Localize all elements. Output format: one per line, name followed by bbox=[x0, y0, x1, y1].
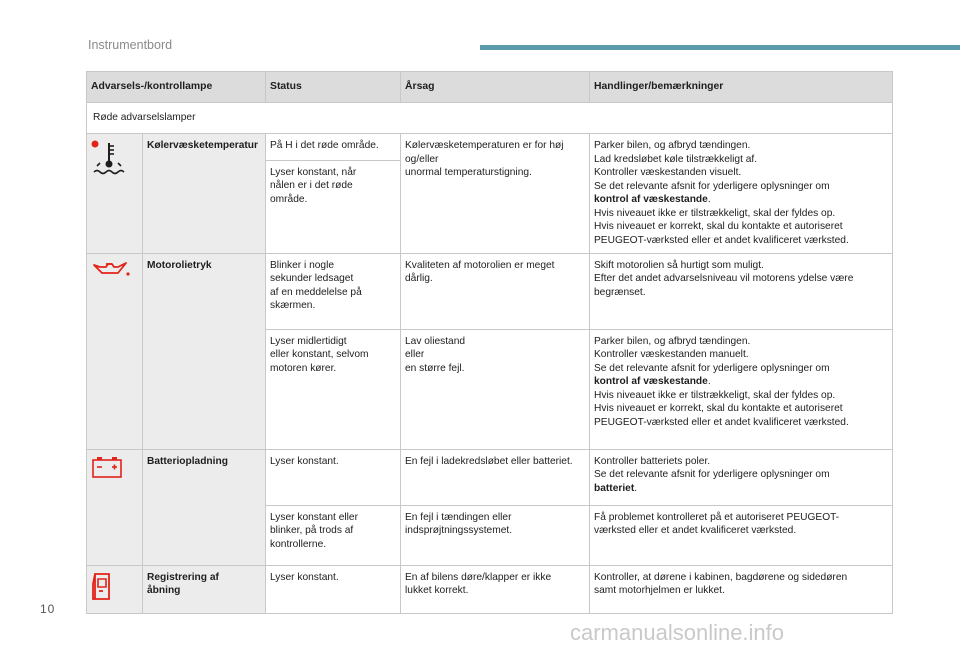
cause-text: En fejl i tændingen eller bbox=[405, 511, 512, 523]
table-header-row bbox=[87, 72, 893, 103]
action-text: Hvis niveauet ikke er tilstrækkeligt, skal der fyldes op. bbox=[594, 389, 836, 401]
lamp-name: Motorolietryk bbox=[143, 253, 266, 449]
action-text: Parker bilen, og afbryd tændingen. bbox=[594, 140, 751, 151]
lamp-name-line: Registrering af bbox=[147, 571, 219, 583]
coolant-temperature-icon bbox=[91, 139, 127, 179]
icon-cell bbox=[87, 449, 143, 565]
status-text: eller konstant, selvom bbox=[270, 349, 369, 361]
status-text: sekunder ledsaget bbox=[270, 273, 354, 285]
action-text-emphasis bbox=[594, 482, 888, 496]
actions-cell bbox=[590, 565, 893, 613]
action-text: Se det relevante afsnit for yderligere oplysninger om bbox=[594, 180, 830, 192]
cause-cell bbox=[401, 565, 590, 613]
lamp-name-line: åbning bbox=[147, 585, 181, 597]
cause-cell bbox=[401, 449, 590, 505]
warning-lamps-table bbox=[86, 71, 893, 614]
status-text: af en meddelelse på bbox=[270, 286, 362, 298]
cause-text: lukket korrekt. bbox=[405, 585, 469, 597]
table-row bbox=[87, 565, 893, 613]
action-text: værksted eller et andet kvalificeret værksted. bbox=[594, 525, 797, 537]
action-text: Kontroller batteriets poler. bbox=[594, 455, 711, 467]
icon-cell bbox=[87, 565, 143, 613]
cause-cell bbox=[401, 253, 590, 329]
cause-cell bbox=[401, 134, 590, 254]
status-text: område. bbox=[270, 194, 308, 206]
column-header-lamp: Advarsels-/kontrollampe bbox=[87, 72, 266, 103]
icon-cell bbox=[87, 134, 143, 254]
action-emphasis: kontrol af væskestande bbox=[594, 376, 708, 388]
status-text: Lyser konstant. bbox=[270, 571, 339, 583]
column-header-status: Status bbox=[266, 72, 401, 103]
cause-text: indsprøjtningssystemet. bbox=[405, 525, 513, 537]
action-suffix: . bbox=[707, 376, 711, 388]
status-cell bbox=[266, 505, 401, 565]
door-open-icon bbox=[91, 571, 115, 601]
cause-cell bbox=[401, 329, 590, 449]
battery-icon bbox=[91, 455, 123, 479]
action-text: Hvis niveauet er korrekt, skal du kontakte et autoriseret bbox=[594, 221, 843, 233]
status-cell bbox=[266, 253, 401, 329]
status-cell bbox=[266, 134, 401, 161]
action-text: samt motorhjelmen er lukket. bbox=[594, 585, 725, 597]
action-text: Se det relevante afsnit for yderligere oplysninger om bbox=[594, 469, 830, 481]
status-text: Lyser konstant. bbox=[270, 455, 339, 467]
action-text: Kontroller væskestanden visuelt. bbox=[594, 167, 742, 179]
status-text: nålen er i det røde bbox=[270, 180, 353, 192]
action-text: Kontroller, at dørene i kabinen, bagdørene og sidedøren bbox=[594, 571, 848, 583]
status-text: blinker, på trods af bbox=[270, 525, 354, 537]
action-text-emphasis bbox=[594, 193, 888, 207]
status-text: skærmen. bbox=[270, 300, 316, 312]
status-text: På H i det røde område. bbox=[270, 140, 379, 151]
action-text: begrænset. bbox=[594, 286, 646, 298]
cause-text: Lav oliestand bbox=[405, 335, 466, 347]
action-text-emphasis bbox=[594, 375, 888, 389]
actions-cell bbox=[590, 449, 893, 505]
cause-text: Kvaliteten af motorolien er meget bbox=[405, 259, 555, 271]
header-accent-bar bbox=[480, 45, 960, 50]
status-cell bbox=[266, 565, 401, 613]
table-row bbox=[87, 253, 893, 329]
cause-cell bbox=[401, 505, 590, 565]
action-text: Kontroller væskestanden manuelt. bbox=[594, 349, 749, 361]
status-cell bbox=[266, 329, 401, 449]
action-text: Hvis niveauet er korrekt, skal du kontakte et autoriseret bbox=[594, 403, 843, 415]
status-text: Lyser konstant, når bbox=[270, 166, 357, 178]
status-text: Lyser konstant eller bbox=[270, 511, 358, 523]
action-text: Efter det andet advarselsniveau vil motorens ydelse være bbox=[594, 273, 854, 285]
actions-cell bbox=[590, 134, 893, 254]
action-suffix: . bbox=[634, 482, 638, 494]
status-text: Blinker i nogle bbox=[270, 259, 335, 271]
section-row bbox=[87, 103, 893, 134]
icon-cell bbox=[87, 253, 143, 449]
action-text: Få problemet kontrolleret på et autoriseret PEUGEOT- bbox=[594, 511, 840, 523]
action-text: PEUGEOT-værksted eller et andet kvalificeret værksted. bbox=[594, 416, 849, 428]
action-suffix: . bbox=[707, 194, 711, 206]
cause-text: en større fejl. bbox=[405, 362, 465, 374]
lamp-name: Kølervæsketemperatur bbox=[143, 134, 266, 254]
status-cell bbox=[266, 160, 401, 253]
cause-text: dårlig. bbox=[405, 273, 433, 285]
status-cell bbox=[266, 449, 401, 505]
table-row bbox=[87, 449, 893, 505]
page-header-title: Instrumentbord bbox=[88, 38, 173, 52]
action-text: Hvis niveauet ikke er tilstrækkeligt, skal der fyldes op. bbox=[594, 207, 836, 219]
status-text: Lyser midlertidigt bbox=[270, 335, 347, 347]
table-row bbox=[87, 134, 893, 161]
oil-pressure-icon bbox=[91, 259, 131, 279]
lamp-name bbox=[143, 565, 266, 613]
action-text: Skift motorolien så hurtigt som muligt. bbox=[594, 259, 764, 271]
action-text: PEUGEOT-værksted eller et andet kvalificeret værksted. bbox=[594, 234, 849, 246]
action-text: Se det relevante afsnit for yderligere oplysninger om bbox=[594, 362, 830, 374]
status-text: motoren kører. bbox=[270, 362, 337, 374]
cause-text: En af bilens døre/klapper er ikke bbox=[405, 571, 552, 583]
page-number: 10 bbox=[40, 602, 56, 616]
cause-text: Kølervæsketemperaturen er for høj bbox=[405, 140, 564, 151]
cause-text: og/eller bbox=[405, 153, 439, 165]
column-header-cause: Årsag bbox=[401, 72, 590, 103]
status-text: kontrollerne. bbox=[270, 538, 327, 550]
lamp-name: Batteriopladning bbox=[143, 449, 266, 565]
action-text: Parker bilen, og afbryd tændingen. bbox=[594, 335, 751, 347]
cause-text: unormal temperaturstigning. bbox=[405, 167, 532, 179]
action-text: Lad kredsløbet køle tilstrækkeligt af. bbox=[594, 153, 758, 165]
column-header-actions: Handlinger/bemærkninger bbox=[590, 72, 893, 103]
actions-cell bbox=[590, 329, 893, 449]
watermark-text: carmanualsonline.info bbox=[570, 620, 785, 645]
cause-text: En fejl i ladekredsløbet eller batteriet. bbox=[405, 455, 573, 467]
action-emphasis: kontrol af væskestande bbox=[594, 194, 708, 206]
actions-cell bbox=[590, 505, 893, 565]
cause-text: eller bbox=[405, 349, 425, 361]
actions-cell bbox=[590, 253, 893, 329]
action-emphasis: batteriet bbox=[594, 482, 635, 494]
section-label: Røde advarselslamper bbox=[87, 103, 893, 134]
